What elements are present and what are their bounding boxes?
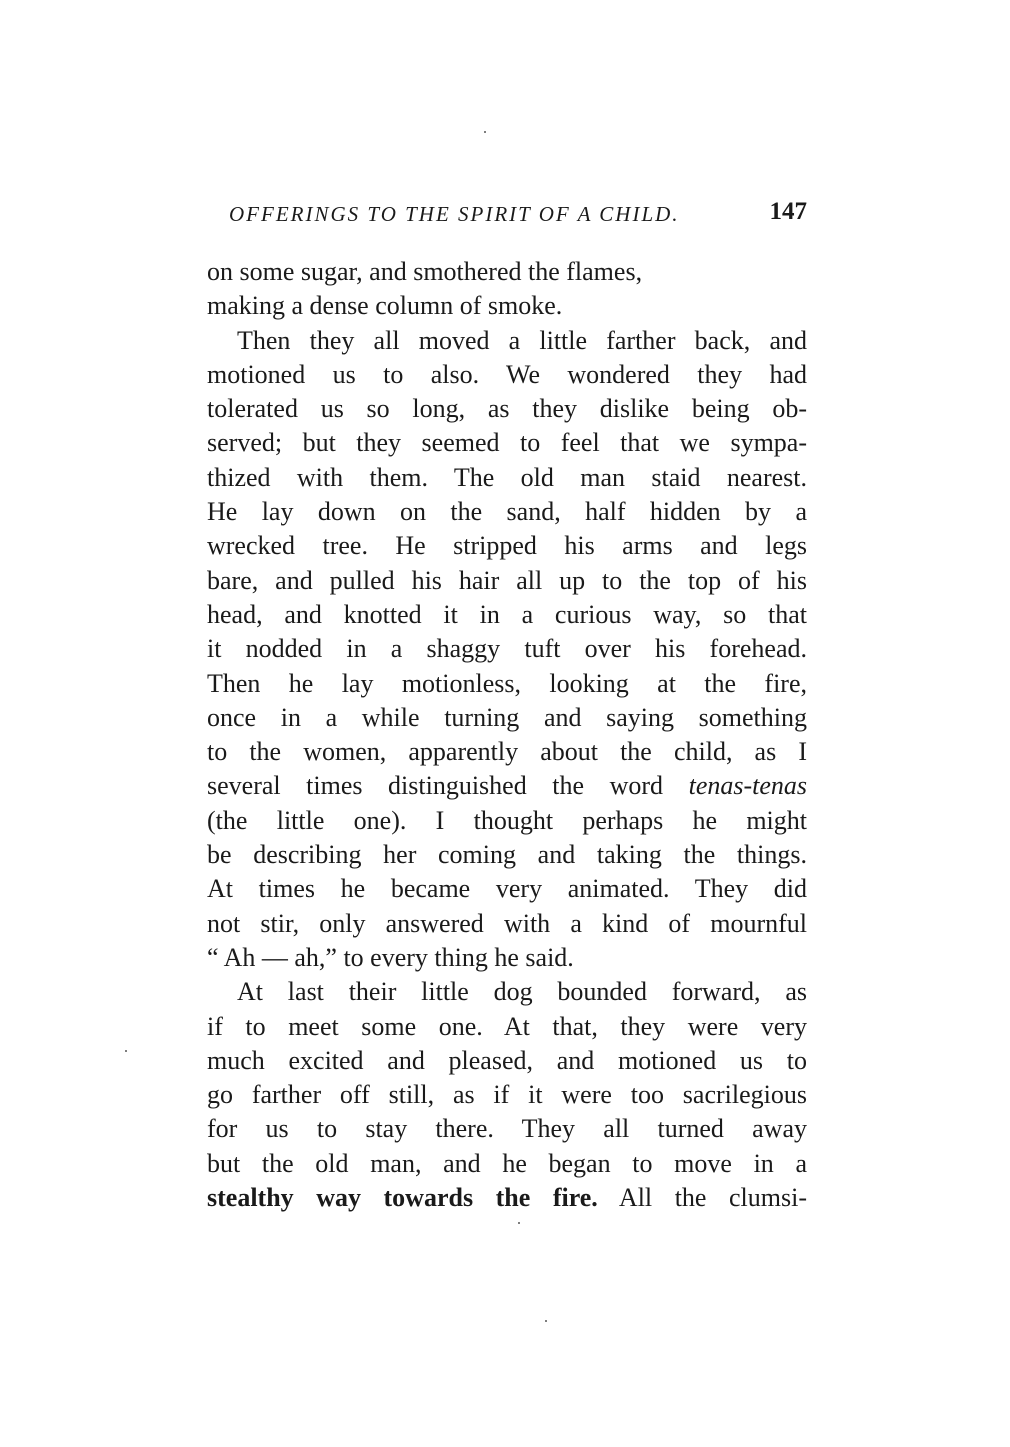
running-head: [207, 198, 807, 232]
text-line: making a dense column of smoke.: [207, 291, 563, 321]
text-line: wrecked tree. He stripped his arms and legs: [207, 531, 807, 561]
text-line: go farther off still, as if it were too sacrilegious: [207, 1080, 807, 1110]
text-line: not stir, only answered with a kind of mournful: [207, 908, 807, 938]
text-line: He lay down on the sand, half hidden by a: [207, 497, 807, 527]
text-line: bare, and pulled his hair all up to the top of his: [207, 565, 807, 595]
text-line: be describing her coming and taking the things.: [207, 840, 807, 870]
text-line: Then they all moved a little farther back, and: [237, 325, 807, 355]
print-speck: [484, 131, 486, 133]
print-speck: [125, 1050, 127, 1052]
text-line: it nodded in a shaggy tuft over his forehead.: [207, 634, 807, 664]
text-line: on some sugar, and smothered the flames,: [207, 257, 643, 286]
print-speck: [545, 1320, 547, 1322]
text-line: for us to stay there. They all turned away: [207, 1114, 807, 1144]
text-line: if to meet some one. At that, they were very: [207, 1011, 807, 1041]
page-number: 147: [769, 198, 807, 225]
text-line: to the women, apparently about the child, as I: [207, 737, 807, 767]
text-line: head, and knotted it in a curious way, so that: [207, 599, 807, 629]
text-line: thized with them. The old man staid nearest.: [207, 462, 807, 492]
text-line-part: several times distinguished the word: [207, 771, 664, 801]
italic-term: tenas-tenas: [688, 771, 808, 801]
print-speck: [518, 1222, 520, 1224]
text-line: once in a while turning and saying something: [207, 702, 807, 732]
text-line: Then he lay motionless, looking at the fire,: [207, 668, 807, 698]
text-line: much excited and pleased, and motioned us to: [207, 1045, 807, 1075]
text-line: but the old man, and he began to move in a: [207, 1148, 807, 1178]
text-line: [207, 1181, 807, 1215]
text-line: served; but they seemed to feel that we sympa-: [207, 428, 807, 458]
running-title: OFFERINGS TO THE SPIRIT OF A CHILD.: [229, 202, 680, 226]
text-line: [207, 769, 807, 803]
text-line: tolerated us so long, as they dislike being ob-: [207, 394, 807, 424]
body-text: [207, 255, 807, 1215]
bold-phrase: stealthy way towards the fire.: [207, 1183, 598, 1213]
text-line: At last their little dog bounded forward, as: [237, 977, 807, 1007]
text-line: motioned us to also. We wondered they had: [207, 359, 807, 389]
text-line: “ Ah — ah,” to every thing he said.: [207, 942, 574, 972]
text-line: At times he became very animated. They did: [207, 874, 807, 904]
text-line: (the little one). I thought perhaps he might: [207, 805, 807, 835]
text-line-part: All the clumsi-: [618, 1183, 807, 1213]
